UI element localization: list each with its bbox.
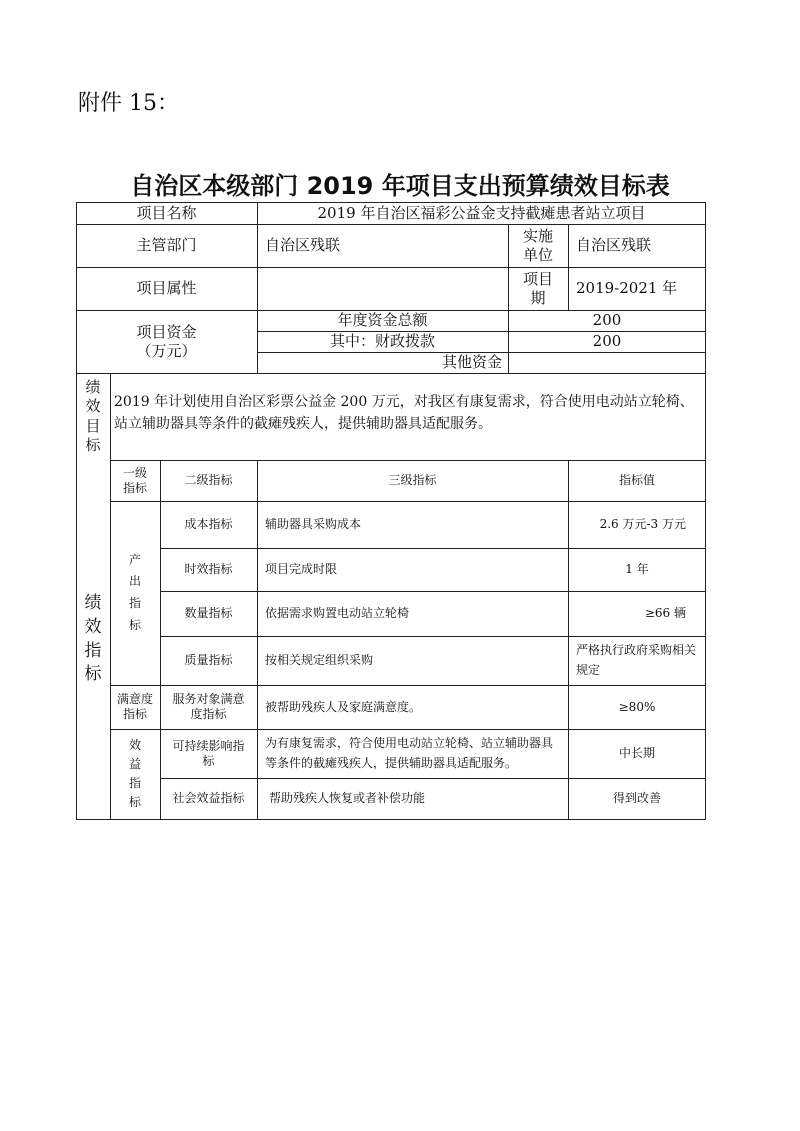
row-sustainable-level2-line2: 标: [202, 753, 215, 768]
row-cost-value: 2.6 万元-3 万元: [599, 517, 686, 531]
row-quantity-value: ≥66 辆: [644, 606, 686, 620]
header-level1: [110, 460, 160, 501]
dept-label: 主管部门: [136, 236, 197, 255]
row-social-level3: 帮助残疾人恢复或者补偿功能: [269, 791, 426, 805]
benefit-group-char: 标: [128, 795, 141, 810]
goal-label: [76, 373, 110, 460]
row-time-level2: 时效指标: [184, 562, 233, 576]
row-quality-value: 严格执行政府采购相关规定: [576, 643, 697, 677]
indicators-label-char: 指: [84, 640, 102, 661]
row-satisfaction-level3: 被帮助残疾人及家庭满意度。: [265, 699, 422, 714]
benefit-group-char: 指: [128, 776, 141, 790]
impl-unit-value: 自治区残联: [576, 236, 652, 255]
other-funds-value: [508, 352, 706, 373]
period-label: [508, 267, 568, 310]
performance-table: [76, 202, 706, 820]
row-satisfaction-level2: [160, 685, 257, 729]
output-group-char: 指: [128, 596, 141, 610]
benefit-group-char: 益: [128, 756, 141, 771]
header-level1-line1: 一级: [122, 465, 147, 480]
row-quality-level2: 质量指标: [184, 653, 233, 667]
attr-label: 项目属性: [136, 279, 197, 298]
row-sustainable-level2-line1: 可持续影响指: [172, 738, 245, 753]
period-label-line2: 期: [530, 288, 546, 307]
header-level3: 三级指标: [388, 473, 437, 487]
row-sustainable-level2: [160, 729, 257, 778]
page-title: 自治区本级部门 2019 年项目支出预算绩效目标表: [130, 172, 670, 200]
indicators-label-char: 绩: [84, 592, 102, 613]
period-label-line1: 项目: [522, 269, 553, 288]
total-funds-label: 年度资金总额: [337, 311, 428, 330]
output-group-char: 产: [128, 552, 141, 567]
goal-label-char: 绩: [85, 377, 101, 396]
fiscal-funds-label: 其中：财政拨款: [329, 332, 435, 351]
impl-unit-label-line2: 单位: [522, 245, 553, 264]
row-satisfaction-value: ≥80%: [618, 699, 656, 714]
project-name-value: 2019 年自治区福彩公益金支持截瘫患者站立项目: [317, 203, 646, 222]
row-cost-level2: 成本指标: [184, 517, 233, 531]
total-funds-value: 200: [592, 311, 622, 330]
row-quality-level3: 按相关规定组织采购: [265, 653, 374, 667]
funds-label-line2: （万元）: [136, 341, 197, 360]
other-funds-label: 其他资金: [441, 353, 502, 372]
indicators-label-char: 标: [84, 664, 102, 685]
output-group-char: 标: [128, 617, 141, 632]
header-value: 指标值: [618, 473, 655, 487]
benefit-group-char: 效: [128, 737, 141, 752]
impl-unit-label-line1: 实施: [522, 226, 553, 245]
row-quantity-level3: 依据需求购置电动站立轮椅: [265, 606, 410, 620]
row-cost-level3: 辅助器具采购成本: [265, 517, 362, 531]
benefit-group-label: [110, 729, 160, 819]
attachment-label: 附件 15：: [78, 91, 179, 116]
row-sustainable-level3: 为有康复需求，符合使用电动站立轮椅、站立辅助器具等条件的截瘫残疾人，提供辅助器具适配服务。: [265, 736, 554, 770]
grid-line: [76, 373, 706, 374]
output-group-char: 出: [128, 574, 141, 589]
goal-label-char: 目: [85, 416, 101, 435]
row-time-value: 1 年: [625, 562, 649, 576]
row-satisfaction-level2-line2: 度指标: [190, 707, 227, 721]
grid-line: [76, 819, 706, 820]
impl-unit-label: [508, 224, 568, 267]
indicators-label: [76, 460, 110, 819]
row-sustainable-value: 中长期: [618, 746, 655, 760]
satisfaction-group-line1: 满意度: [116, 692, 153, 706]
row-satisfaction-level2-line1: 服务对象满意: [172, 692, 245, 706]
goal-text: 2019 年计划使用自治区彩票公益金 200 万元，对我区有康复需求，符合使用电动站立轮椅、站立辅助器具等条件的截瘫残疾人，提供辅助器具适配服务。: [114, 394, 694, 432]
goal-label-char: 标: [85, 436, 101, 454]
row-time-level3: 项目完成时限: [265, 562, 338, 576]
satisfaction-group-label: [110, 685, 160, 729]
output-group-label: [110, 501, 160, 685]
funds-label: [76, 310, 257, 373]
funds-label-line1: 项目资金: [136, 322, 197, 341]
row-social-level2: 社会效益指标: [172, 791, 245, 805]
header-level2: 二级指标: [184, 473, 233, 487]
indicators-label-char: 效: [84, 616, 102, 637]
fiscal-funds-value: 200: [592, 332, 622, 351]
goal-label-char: 效: [85, 397, 101, 415]
attr-value: [257, 267, 508, 310]
project-name-label: 项目名称: [136, 203, 197, 222]
row-social-value: 得到改善: [612, 791, 661, 805]
satisfaction-group-line2: 指标: [122, 707, 147, 721]
header-level1-line2: 指标: [122, 480, 147, 495]
dept-value: 自治区残联: [265, 236, 341, 255]
period-value: 2019-2021 年: [576, 279, 678, 298]
row-quantity-level2: 数量指标: [184, 606, 233, 620]
